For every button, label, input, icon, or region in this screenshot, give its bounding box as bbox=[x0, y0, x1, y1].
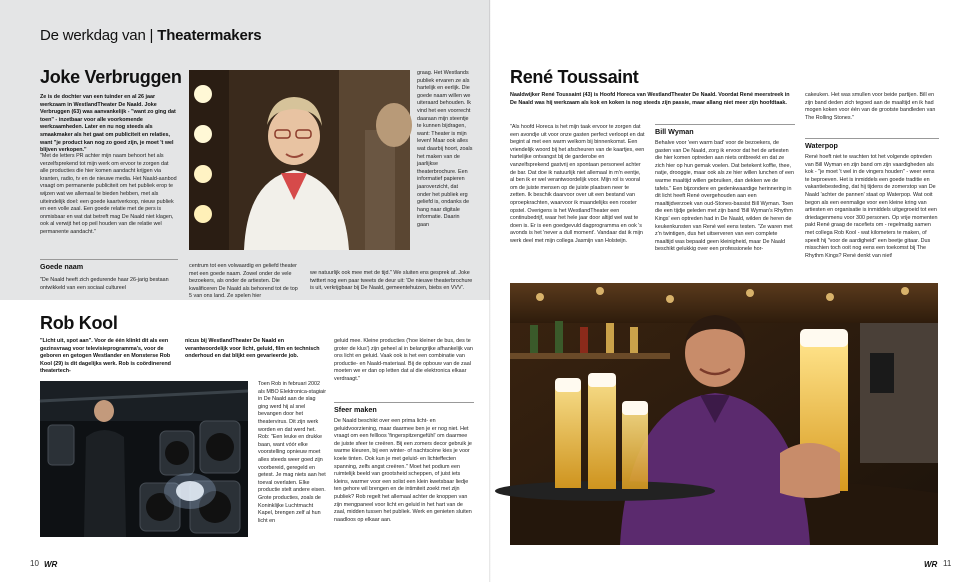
joke-body-3: centrum tot een volwaardig en geliefd theater met een goede naam. Zowel onder de vele bezoekers, als onder de artiesten. Die kwalificeren De Naald als behorend tot de top 5 van ons land. Ze spelen hier bbox=[189, 263, 298, 300]
rene-body-3: cakeuken. Het was smullen voor beide partijen. Bill en zijn band deden zich tegoed aan de maaltijd en ik had mogen koken voor één van de grootste bandleden van The Rolling Stones." bbox=[805, 92, 936, 121]
rene-lead-text: Naaldwijker René Toussaint (43) is Hoofd Horeca van WestlandTheater De Naald. Voordat René meerstreek in De Naald was hij werkzaam als kok en koken is nog steeds zijn passie, maar allang niet meer zijn hoofdtaak. bbox=[510, 92, 790, 106]
rene-photo bbox=[510, 283, 938, 545]
rene-photo-illustration bbox=[510, 283, 938, 545]
page-number-left: 10 bbox=[30, 559, 39, 568]
brand-logo-right: WR bbox=[924, 560, 938, 569]
rene-subheading-bill-wyman: Bill Wyman bbox=[655, 124, 795, 136]
page-number-right: 11 bbox=[943, 559, 952, 568]
joke-lead-text: Ze is de dochter van een tuinder en al 26 jaar werkzaam in WestlandTheater De Naald. Joke Verbruggen (63) was aanvankelijk - "want zo ging dat toen" - inzetbaar voor alle voorkomende werkzaamheden. Later en nu nog steeds als smaakmaker als het gaat om publiciteit en relaties, want "je product kan nog zo goed zijn, je moet 't wel blijven verkopen." bbox=[40, 94, 176, 154]
rene-body-2: Behalve voor 'een warm bad' voor de bezoekers, de gasten van De Naald, zorg ik ervoor dat het de artiesten die hier komen optreden aan niets ontbreekt en dat ze zich hier op hun gemak voelen. Dat betekent koffie, thee, natje, drooggie, maar ook als ze hier willen lunchen of een warme maaltijd willen gebruiken, dan dekken we de tafels." Een bijzondere en gedenkwaardige herinnering in dit licht heeft René overgehouden aan een maaltijdverzoek van oud-Stones-bassist Bill Wyman. Toen die een tijdje geleden met zijn band 'Bill Wyman's Rhythm Kings' een optreden had in De Naald, wilden de heren de keukenkunsten van René wel eens testen. "Ze waren met z'n twintigen, dus het uitserveren van een complete maaltijd was bepaald geen kleinigheid, maar De Naald beschikt gelukkig over een professionele hor- bbox=[655, 140, 795, 253]
joke-name-headline: Joke Verbruggen bbox=[40, 67, 182, 87]
joke-body-1: "Met de letters PR achter mijn naam behoort het als verzelfsprekend tot mijn werk om ervoor te zorgen dat alle producties die hier komen aandacht krijgen via kranten, radio, tv en de nieuwe media. Het Naald-aanbod vraagt om permanente publiciteit om het publiek erop te wijzen wat we allemaal te bieden hebben, met als uiteindelijk doel: een goede kaartverkoop, nieuw publiek en een volle zaal. Een goede relatie met de pers is onmisbaar en wat dat betreft mag De Naald niet klagen, ook al verwijt het op peil houden van die relatie wel permanente aandacht." bbox=[40, 153, 177, 235]
rob-body-2: geluid mee. Kleine producties ('hoe kleiner de bus, des te groter de klus') zijn geheel al in belangrijke afhankelijk van ons licht en geluid. Vaak ook is het een combinatie van productie- en Naald-materiaal. Bij de opbouw van de zaal moeten we er dan op letten dat al die elektronica elkaar verdraagt." bbox=[334, 338, 473, 382]
right-page bbox=[490, 0, 980, 582]
joke-body-5: we natuurlijk ook mee met de tijd." We sluiten ens gesprek af. Joke twittert nog een paar tweets de deur uit: 'De nieuwe theaterbrochure is uit, verkrijgbaar bij De Naald, gemeentehuizen, biebs en VVV'. bbox=[310, 270, 473, 292]
rene-body-1: "Als hoofd Horeca is het mijn taak ervoor te zorgen dat een avondje uit voor onze gasten perfect verloopt en dat begint al met een warm welkom bij binnenkomst. Een vriendelijk woord bij het afscheuren van de kaartjes, een hartelijke ontvangst bij de garderobe en vanzelfsprekend gastvrij en spontaan personeel achter de bar. Dat doe ik natuurlijk niet allemaal in m'n eentje, al ben ik er wel verantwoordelijk voor. Mijn rol is vooral om de juiste mensen op de juiste plaatsen neer te zetten. Ik beschik daarvoor over uit een bestand van oproepkrachten, waarvoor ik maandelijks een rooster opstel. Overigens is het WestlandTheater een continubedrijf, waar het hele jaar door altijd wel wat te doen is. Er is een goedgevuld dagprogramma en ook 's avonds is het 'never a dull moment'. Vandaar dat ik mijn werk deel met mijn collega Jasmijn van Holsteijn. bbox=[510, 124, 645, 244]
joke-body-4: graag. Het Westlands publiek ervaren ze als hartelijk en eerlijk. Die goede naam willen we uiteraard behouden. Ik vind het een voorrecht daaraan mijn steentje te kunnen bijdragen, want: Theater is mijn leven! Maar ook alles wat daarbij hoort, zoals het maken van de jaarlijkse theaterbrochure. Een informatief papieren jaaroverzicht, dat onder het publiek erg geliefd is, ondanks de hang naar digitale informatie. Daarin gaan bbox=[417, 70, 473, 228]
joke-subheading-goede-naam: Goede naam bbox=[40, 259, 178, 271]
rob-body-3: De Naald beschikt over een prima licht- en geluidvoorziening, maar daarmee ben je er nog niet. Het vraagt om een fellloos 'fingerspitzengefühl' om daarmee de juiste sfeer te creëren. Bij een zomers decor gebruik je warme kleuren, bij een winter- of nachtscène kies je voor koele tinten. Ook kun je met geluid- en lichteffecten spanning, zelfs angst creëren." Moet het podium een ruimtelijk beeld van grootsheid scheppen, of juist iets kleins, warmer voor een solist een klein kwetsbaar liedje ten gehore wil brengen en de intimiteit zoekt met zijn publiek? Rob regelt het allemaal achter de knoppen van zijn mengpaneel voor licht en geluid in het hart van de zaal, midden tussen het publiek. Werk en genieten sluiten naadloos op elkaar aan. bbox=[334, 418, 472, 523]
rob-photo bbox=[40, 381, 248, 537]
rene-name-headline: René Toussaint bbox=[510, 67, 639, 87]
section-title-bold: Theatermakers bbox=[157, 27, 262, 44]
joke-body-2: "De Naald heeft zich gedurende haar 26-jarig bestaan ontwikkeld van een sociaal cultureel bbox=[40, 277, 169, 291]
rene-subheading-waterpop: Waterpop bbox=[805, 138, 939, 150]
joke-photo bbox=[189, 70, 410, 250]
rene-body-4: René hoeft niet te wachten tot het volgende optreden van Bill Wyman en zijn band om zijn vaardigheden als kok - "je moet 't wel in de vingers houden" - weer eens te beproeven. Het is inmiddels een goede traditie en vakantiebesteding, dat hij tijdens de zomerstop van De Naald 'achter de pannen' staat op Waterpop. Wat ooit begon als een eenmalige voor een kleine kring van artiesten en organisatie is inmiddels uitgegroeid tot een driedagenmenu voor 300 personen. Op vrije momenten pakt René graag de racefiets om - regelmatig samen met collega Rob Kool - wat kilometers te maken, of speelt hij "voor de aardigheid" een beetje gitaar. Dus misschien toch ooit nog eens een toekomst bij The Rhythm Kings? René denkt van niet! bbox=[805, 154, 938, 259]
rob-photo-illustration bbox=[40, 381, 248, 537]
section-title-prefix: De werkdag van | bbox=[40, 27, 154, 44]
rob-body-1: Toen Rob in februari 2002 als MBO Elektronica-stagiair in De Naald aan de slag ging werd hij al snel bevangen door het theatervirus. Dit zijn werk worden en dat werd het. Rob: "Een leuke en drukke baan, want vóór elke voorstelling opnieuw moet alles steeds weer goed zijn voorbereid, geregeld en getest. Je mag niets aan het toeval overlaten. Elke productie stelt andere eisen. Grote producties, zoals de Koninklijke Luchtmacht Kapel, brengen zelf al hun licht en bbox=[258, 381, 327, 524]
rob-name-headline: Rob Kool bbox=[40, 313, 118, 333]
rob-lead-text-2: nicus bij WestlandTheater De Naald en verantwoordelijk voor licht, geluid, film en technisch onderhoud en dat blijkt een gevarieerde job. bbox=[185, 338, 320, 360]
rob-subheading-sfeer-maken: Sfeer maken bbox=[334, 402, 474, 414]
joke-photo-illustration bbox=[189, 70, 410, 250]
brand-logo-left: WR bbox=[44, 560, 58, 569]
rob-lead-text-1: "Licht uit, spot aan". Voor de één klinkt dit als een gezinsvraag voor televisieprogramma's, voor de geboren en getogen Westlander en Monsterse Rob Kool (29) is dit dagelijks werk. Rob is coördinerend theatertech- bbox=[40, 338, 171, 375]
section-title bbox=[40, 27, 261, 44]
